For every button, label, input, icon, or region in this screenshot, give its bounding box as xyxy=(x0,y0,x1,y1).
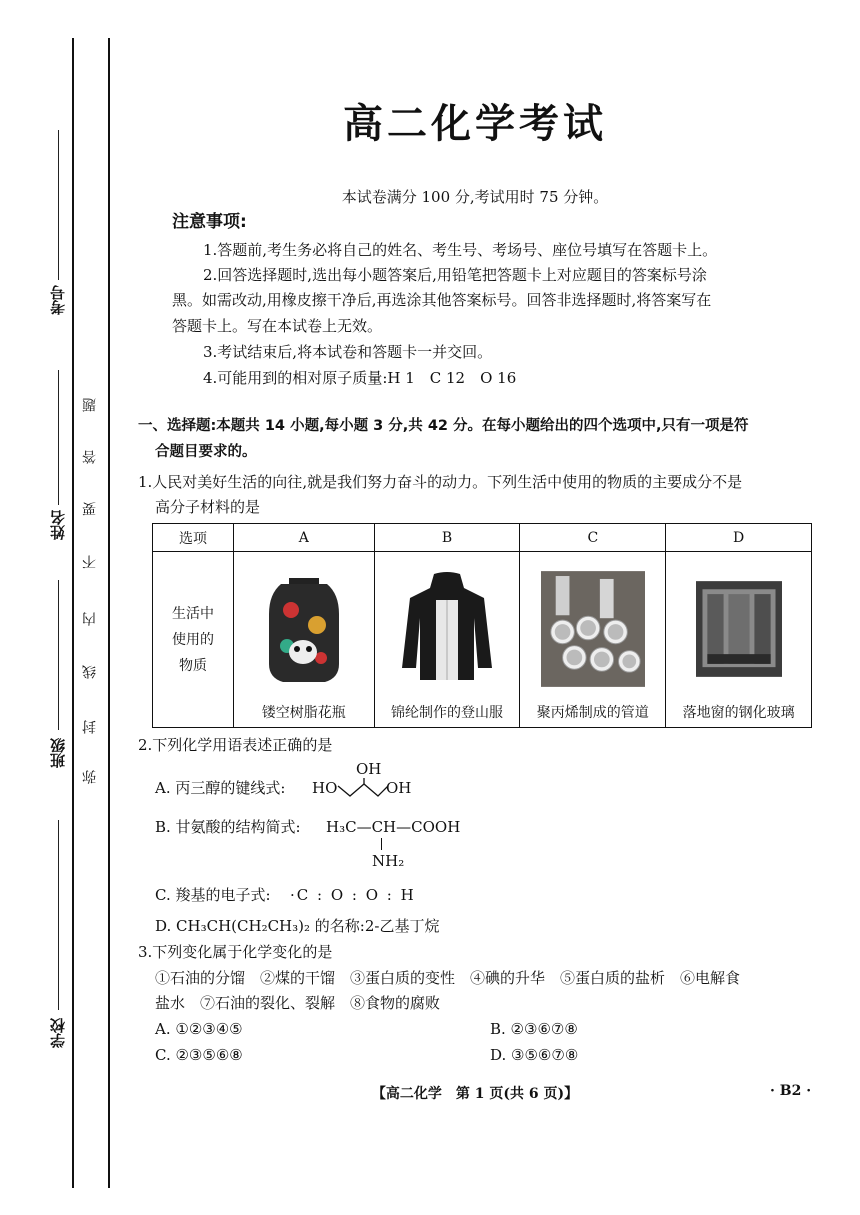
pipes-image xyxy=(541,570,645,688)
q1-stem: 1.人民对美好生活的向往,就是我们努力奋斗的动力。下列生活中使用的物质的主要成分不是 xyxy=(138,473,743,491)
q2-option-a: A. 丙三醇的键线式: xyxy=(155,779,286,797)
field-label: 学校 xyxy=(48,1018,67,1048)
page-footer: 【高二化学 第 1 页(共 6 页)】 xyxy=(371,1086,579,1102)
carboxyl-electron-formula: ·C : O : O : H xyxy=(290,886,416,904)
q2-option-d: D. CH₃CH(CH₂CH₃)₂ 的名称:2-乙基丁烷 xyxy=(155,917,440,935)
q1-stem-cont: 高分子材料的是 xyxy=(155,498,261,516)
q1-options-table xyxy=(152,523,812,728)
page-title: 高二化学考试 xyxy=(343,101,607,147)
notice-item: 4.可能用到的相对原子质量:H 1 C 12 O 16 xyxy=(203,369,517,387)
option-c-image-cell xyxy=(520,552,666,698)
q3-option-b: B. ②③⑥⑦⑧ xyxy=(490,1020,578,1038)
glycerol-oh-right: OH xyxy=(386,779,412,797)
seal-char: 内 xyxy=(82,612,98,626)
q3-items-cont: 盐水 ⑦石油的裂化、裂解 ⑧食物的腐败 xyxy=(155,994,441,1012)
option-c-caption: 聚丙烯制成的管道 xyxy=(520,698,666,728)
option-d-caption: 落地窗的钢化玻璃 xyxy=(666,698,812,728)
glycerol-oh-top: OH xyxy=(356,760,382,778)
glycerol-skeleton xyxy=(336,778,392,808)
window-image xyxy=(696,570,782,688)
notice-item: 1.答题前,考生务必将自己的姓名、考生号、考场号、座位号填写在答题卡上。 xyxy=(203,241,718,259)
table-header-cell: A xyxy=(234,524,375,552)
field-school-line[interactable] xyxy=(58,820,59,1010)
seal-char: 答 xyxy=(82,450,98,464)
glycine-formula: H₃C—CH—COOH xyxy=(326,818,461,836)
binding-line-outer xyxy=(72,38,74,1188)
vase-image xyxy=(251,570,357,688)
q2-stem: 2.下列化学用语表述正确的是 xyxy=(138,736,333,754)
row-label-line: 使用的 xyxy=(172,631,214,648)
glycine-nh2: NH₂ xyxy=(372,852,405,870)
q3-option-a: A. ①②③④⑤ xyxy=(155,1020,243,1038)
notice-heading: 注意事项: xyxy=(172,212,247,232)
row-label xyxy=(153,552,234,728)
field-name xyxy=(42,510,72,540)
notice-item: 2.回答选择题时,选出每小题答案后,用铅笔把答题卡上对应题目的答案标号涂 xyxy=(203,266,707,284)
seal-char: 题 xyxy=(82,398,98,412)
section-heading: 一、选择题:本题共 14 小题,每小题 3 分,共 42 分。在每小题给出的四个选项中,只有一项是符 xyxy=(138,418,749,434)
q3-items: ①石油的分馏 ②煤的干馏 ③蛋白质的变性 ④碘的升华 ⑤蛋白质的盐析 ⑥电解食 xyxy=(155,969,741,987)
field-school xyxy=(42,1018,72,1048)
q2-option-b: B. 甘氨酸的结构简式: xyxy=(155,818,301,836)
seal-char: 封 xyxy=(82,720,98,734)
seal-char: 弥 xyxy=(82,770,98,784)
notice-item: 3.考试结束后,将本试卷和答题卡一并交回。 xyxy=(203,343,493,361)
option-a-caption: 镂空树脂花瓶 xyxy=(234,698,375,728)
notice-item: 答题卡上。写在本试卷上无效。 xyxy=(172,317,383,335)
paper-code: · B2 · xyxy=(770,1083,812,1099)
option-d-image-cell xyxy=(666,552,812,698)
seal-char: 线 xyxy=(82,665,98,679)
seal-char: 要 xyxy=(82,502,98,516)
q3-stem: 3.下列变化属于化学变化的是 xyxy=(138,943,333,961)
jacket-image xyxy=(394,570,500,688)
section-heading-cont: 合题目要求的。 xyxy=(155,444,257,460)
q3-option-c: C. ②③⑤⑥⑧ xyxy=(155,1046,243,1064)
field-label: 班级 xyxy=(48,738,67,768)
seal-char: 不 xyxy=(82,555,98,569)
table-header-cell: B xyxy=(374,524,520,552)
field-class-line[interactable] xyxy=(58,580,59,730)
field-name-line[interactable] xyxy=(58,370,59,505)
option-a-image-cell xyxy=(234,552,375,698)
binding-line-inner xyxy=(108,38,110,1188)
field-label: 考号 xyxy=(48,285,67,315)
field-class xyxy=(42,738,72,768)
q2-option-c: C. 羧基的电子式: xyxy=(155,886,271,904)
row-label-line: 生活中 xyxy=(172,605,214,622)
exam-info: 本试卷满分 100 分,考试用时 75 分钟。 xyxy=(341,188,609,206)
field-exam-number xyxy=(42,285,72,315)
table-header-cell: D xyxy=(666,524,812,552)
q3-option-d: D. ③⑤⑥⑦⑧ xyxy=(490,1046,579,1064)
field-label: 姓名 xyxy=(48,510,67,540)
option-b-caption: 锦纶制作的登山服 xyxy=(374,698,520,728)
field-exam-number-line[interactable] xyxy=(58,130,59,280)
table-header-cell: C xyxy=(520,524,666,552)
glycerol-ho: HO xyxy=(312,779,338,797)
row-label-line: 物质 xyxy=(179,657,207,674)
table-header-cell: 选项 xyxy=(153,524,234,552)
option-b-image-cell xyxy=(374,552,520,698)
notice-item: 黑。如需改动,用橡皮擦干净后,再选涂其他答案标号。回答非选择题时,将答案写在 xyxy=(172,291,712,309)
